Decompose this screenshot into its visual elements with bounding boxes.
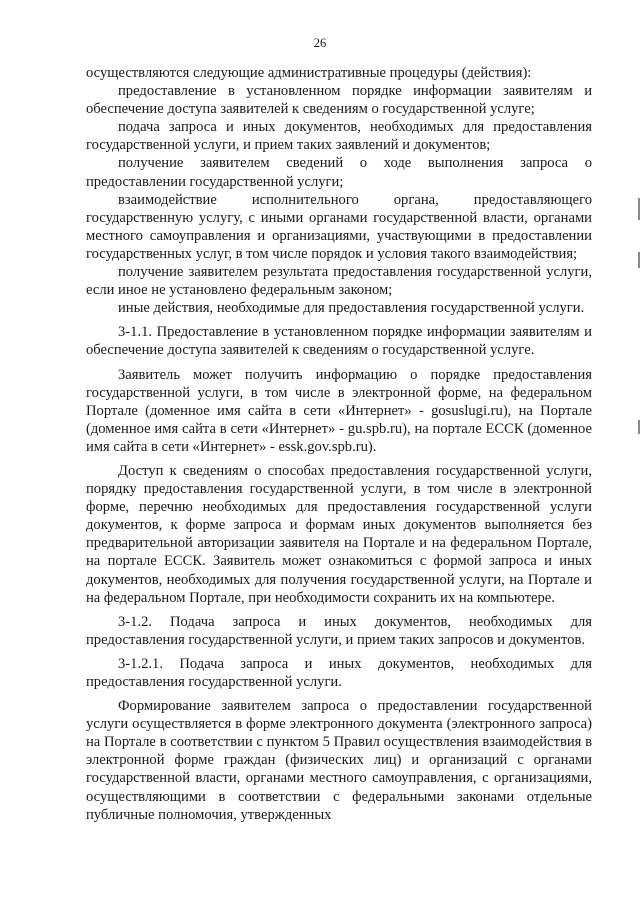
page-number: 26 — [313, 36, 327, 50]
list-item-procedure-5: получение заявителем результата предоставления государственной услуги, если иное не установлено федеральным законом; — [86, 264, 592, 299]
document-body — [86, 64, 592, 824]
paragraph-request-forming: Формирование заявителем запроса о предоставлении государственной услуги осуществляется в форме электронного документа (электронного запроса) на Портале в соответствии с пунктом 5 Правил осуществления взаимодействия в электронной форме граждан (физических лиц) и организаций с органами государственной власти, органами местного самоуправления, с организациями, осуществляющими в соответствии с федеральными законами отдельные публичные полномочия, утвержденных — [86, 698, 592, 823]
list-item-procedure-2: подача запроса и иных документов, необходимых для предоставления государственной услуги, и прием таких заявлений и документов; — [86, 119, 592, 154]
section-heading-3-1-2-1: 3-1.2.1. Подача запроса и иных документов, необходимых для предоставления государственной услуги. — [86, 655, 592, 690]
paragraph-info-sources: Заявитель может получить информацию о порядке предоставления государственной услуги, в том числе в электронной форме, на федеральном Портале (доменное имя сайта в сети «Интернет» - gosuslugi.ru), на Портале (доменное имя сайта в сети «Интернет» - gu.spb.ru), на портале ЕССК (доменное имя сайта в сети «Интернет» - essk.gov.spb.ru). — [86, 366, 592, 455]
paragraph-access: Доступ к сведениям о способах предоставления государственной услуги, порядку предоставления государственной услуги, в том числе в электронной форме, перечню необходимых для предоставления государственной услуги документов, к форме запроса и формам иных документов выполняется без предварительной авторизации заявителя на Портале и на федеральном Портале, на портале ЕССК. Заявитель может ознакомиться с формой запроса и иных документов, необходимых для получения государственной услуги, на Портале и на федеральном Портале, при необходимости сохранить их на компьютере. — [86, 462, 592, 606]
list-item-procedure-3: получение заявителем сведений о ходе выполнения запроса о предоставлении государственной услуги; — [86, 155, 592, 190]
paragraph-intro: осуществляются следующие административные процедуры (действия): — [86, 65, 532, 81]
list-item-procedure-6: иные действия, необходимые для предоставления государственной услуги. — [118, 300, 585, 317]
section-heading-3-1-1: 3-1.1. Предоставление в установленном порядке информации заявителям и обеспечение доступа заявителей к сведениям о государственной услуге. — [86, 324, 592, 359]
section-heading-3-1-2: 3-1.2. Подача запроса и иных документов, необходимых для предоставления государственной услуги, и прием таких запросов и документов. — [86, 613, 592, 648]
list-item-procedure-4: взаимодействие исполнительного органа, предоставляющего государственную услугу, с иными органами государственной власти, органами местного самоуправления и организациями, участвующими в предоставлении государственных услуг, в том числе порядок и условия такого взаимодействия; — [86, 191, 592, 262]
list-item-procedure-1: предоставление в установленном порядке информации заявителям и обеспечение доступа заявителей к сведениям о государственной услуге; — [86, 83, 592, 118]
